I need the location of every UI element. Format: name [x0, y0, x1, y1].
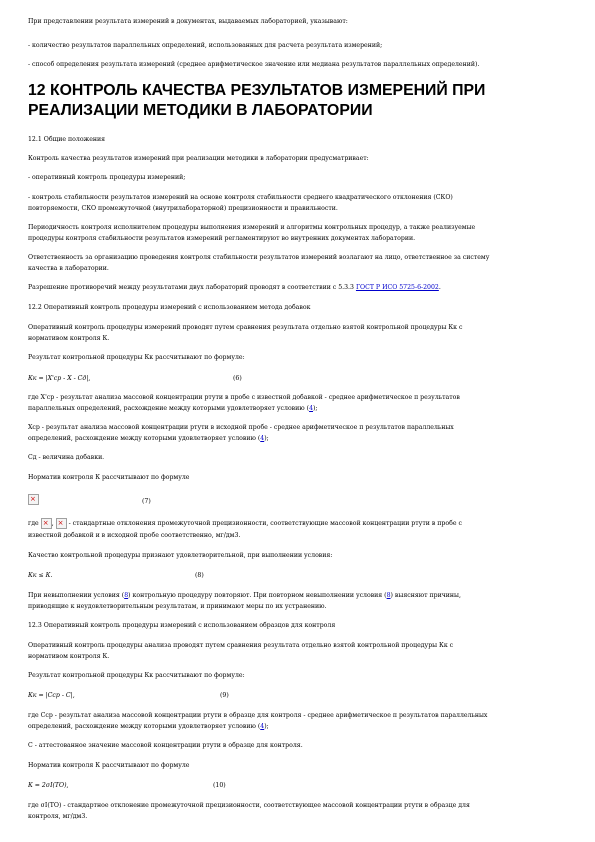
paragraph: Периодичность контроля исполнителем процедуры выполнения измерений и алгоритмы контрольных процедур, а также реализуемые	[28, 224, 476, 231]
paragraph: где Сср - результат анализа массовой концентрации ртути в образце для контроля - среднее арифметическое п результатов параллельных	[28, 712, 488, 719]
broken-image-icon	[56, 518, 67, 529]
paragraph: Результат контрольной процедуры Кк рассчитывают по формуле:	[28, 354, 245, 361]
intro-bullet: - способ определения результата измерений (среднее арифметическое значение или медиана результатов параллельных определений).	[28, 61, 480, 68]
paragraph-text: определений, расхождение между которыми удовлетворяет условию (	[28, 435, 261, 442]
bullet-item-cont: повторяемости, СКО промежуточной (внутрилабораторной) прецизионности и правильности.	[28, 205, 338, 212]
equation-text: Кк ≤ К.	[28, 572, 53, 579]
paragraph-text: определений, расхождение между которыми удовлетворяет условию (	[28, 723, 261, 730]
section-title-line: 12 КОНТРОЛЬ КАЧЕСТВА РЕЗУЛЬТАТОВ ИЗМЕРЕНИЙ ПРИ	[28, 82, 486, 99]
paragraph-cont: нормативом контроля К.	[28, 335, 110, 342]
paragraph-cont: известной добавкой и в исходной пробе соответственно, мг/дм3.	[28, 532, 241, 539]
paragraph-text: параллельных определений, расхождение между которыми удовлетворяет условию (	[28, 405, 310, 412]
equation-text: К = 2σI(TO),	[28, 782, 69, 789]
paragraph: где σI(TO) - стандартное отклонение промежуточной прецизионности, соответствующее массовой концентрации ртути в образце для	[28, 802, 470, 809]
paragraph-cont: процедуры контроля стабильности результатов измерений регламентируют во внутренних документах лаборатории.	[28, 235, 416, 242]
equation-8	[28, 570, 568, 581]
paragraph	[28, 282, 568, 293]
paragraph: Хср - результат анализа массовой концентрации ртути в исходной пробе - среднее арифметическое п результатов параллельных	[28, 424, 454, 431]
paragraph-cont	[28, 721, 568, 732]
paragraph-text: );	[313, 405, 318, 412]
broken-image-icon	[28, 494, 39, 505]
equation-7	[28, 494, 568, 508]
paragraph: Норматив контроля К рассчитывают по формуле	[28, 474, 190, 481]
equation-number: (8)	[195, 572, 204, 579]
paragraph	[28, 590, 568, 601]
paragraph-text: - стандартные отклонения промежуточной прецизионности, соответствующие массовой концентрации ртути в пробе с	[66, 520, 462, 527]
condition-link[interactable]: 4	[309, 405, 313, 412]
subsection-heading: 12.1 Общие положения	[28, 136, 106, 143]
equation-6	[28, 373, 568, 384]
section-title-line: РЕАЛИЗАЦИИ МЕТОДИКИ В ЛАБОРАТОРИИ	[28, 102, 373, 119]
paragraph: Контроль качества результатов измерений при реализации методики в лаборатории предусматривает:	[28, 155, 369, 162]
paragraph-text: .	[438, 284, 441, 291]
paragraph-cont	[28, 433, 568, 444]
equation-number: (7)	[142, 498, 151, 505]
paragraph: Ответственность за организацию проведения контроля стабильности результатов измерений возлагают на лицо, ответственное за систему	[28, 254, 490, 261]
intro-bullet: - количество результатов параллельных определений, использованных для расчета результата измерений;	[28, 42, 383, 49]
equation-number: (6)	[233, 375, 242, 382]
paragraph: Оперативный контроль процедуры анализа проводят путем сравнения результата отдельно взятой контрольной процедуры Кк с	[28, 642, 454, 649]
equation-number: (9)	[220, 692, 229, 699]
condition-link[interactable]: 8	[386, 592, 391, 599]
condition-link[interactable]: 4	[260, 435, 265, 442]
paragraph-text: ) выясняют причины,	[390, 592, 461, 599]
paragraph: Качество контрольной процедуры признают удовлетворительной, при выполнении условия:	[28, 552, 333, 559]
paragraph-text: );	[264, 435, 269, 442]
bullet-item: - оперативный контроль процедуры измерений;	[28, 174, 186, 181]
bullet-item: - контроль стабильности результатов измерений на основе контроля стабильности среднего квадратического отклонения (СКО)	[28, 194, 453, 201]
gost-link[interactable]: ГОСТ Р ИСО 5725-6-2002	[355, 284, 439, 291]
intro-line: При представлении результата измерений в документах, выдаваемых лабораторией, указывают:	[28, 18, 348, 25]
equation-9	[28, 690, 568, 701]
paragraph-text: где	[28, 520, 41, 527]
paragraph: Результат контрольной процедуры Кк рассчитывают по формуле:	[28, 672, 245, 679]
subsection-heading: 12.3 Оперативный контроль процедуры измерений с использованием образцов для контроля	[28, 622, 336, 629]
paragraph-cont: приводящие к неудовлетворительным результатам, и принимают меры по их устранению.	[28, 603, 327, 610]
paragraph: Норматив контроля К рассчитывают по формуле	[28, 762, 190, 769]
paragraph-text: При невыполнении условия (	[28, 592, 125, 599]
paragraph-text: Разрешение противоречий между результатами двух лабораторий проводят в соответствии с 5.3.3	[28, 284, 356, 291]
equation-text: Кк = |Х'ср - Х - Сд|,	[28, 375, 91, 382]
section-title	[28, 81, 568, 121]
paragraph: где ×, × - стандартные отклонения промежуточной прецизионности, соответствующие массовой концентрации ртути в пробе с	[28, 518, 568, 531]
equation-10	[28, 780, 568, 791]
subsection-heading: 12.2 Оперативный контроль процедуры измерений с использованием метода добавок	[28, 304, 311, 311]
paragraph-cont: качества в лаборатории.	[28, 265, 109, 272]
equation-text: Кк = |Сср - С|,	[28, 692, 75, 699]
paragraph-cont	[28, 403, 568, 414]
paragraph-text: );	[264, 723, 269, 730]
paragraph-text: ) контрольную процедуру повторяют. При повторном невыполнении условия (	[128, 592, 387, 599]
broken-image-icon	[41, 518, 52, 529]
paragraph-cont: контроля, мг/дм3.	[28, 813, 88, 820]
condition-link[interactable]: 8	[124, 592, 129, 599]
paragraph: Оперативный контроль процедуры измерений проводят путем сравнения результата отдельно взятой контрольной процедуры Кк с	[28, 324, 463, 331]
paragraph: где Х'ср - результат анализа массовой концентрации ртути в пробе с известной добавкой - среднее арифметическое п результатов	[28, 394, 460, 401]
condition-link[interactable]: 4	[260, 723, 265, 730]
paragraph: С - аттестованное значение массовой концентрации ртути в образце для контроля.	[28, 742, 303, 749]
paragraph-cont: нормативом контроля К.	[28, 653, 110, 660]
paragraph: Сд - величина добавки.	[28, 454, 105, 461]
equation-number: (10)	[213, 782, 226, 789]
